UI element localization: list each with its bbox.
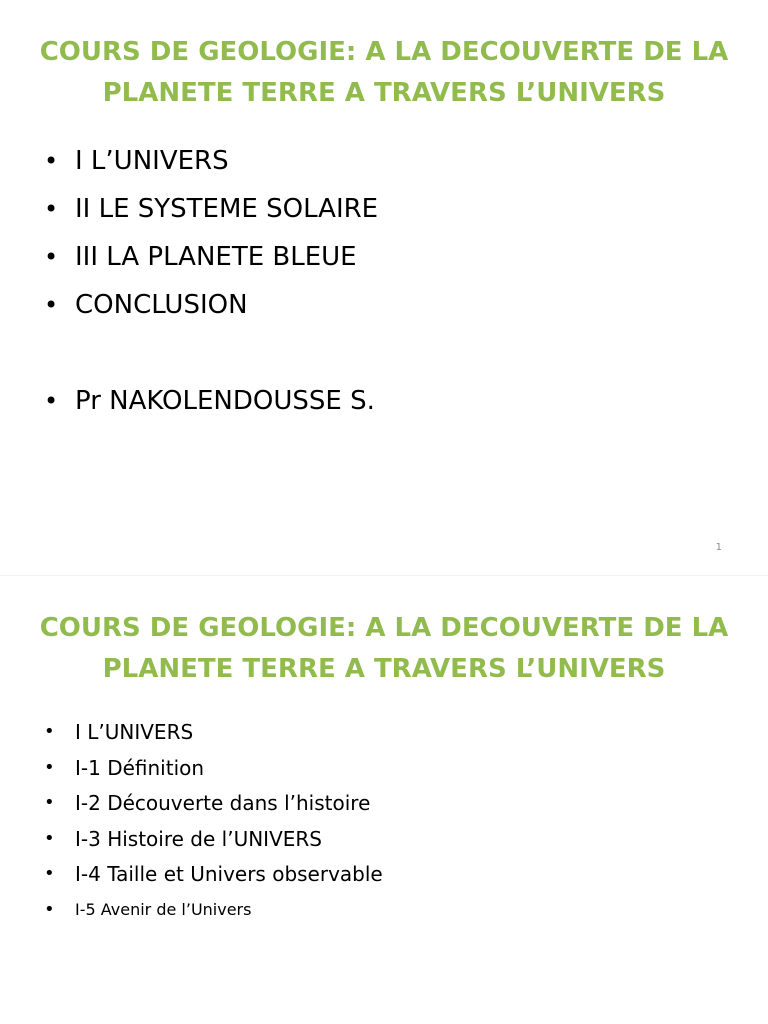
bullet-item — [40, 286, 378, 334]
bullet-text: I L’UNIVERS — [75, 720, 194, 744]
slide-2-bullet-list — [40, 717, 383, 931]
bullet-item — [40, 895, 383, 931]
bullet-dot-icon: • — [44, 721, 55, 742]
bullet-item — [40, 859, 383, 895]
bullet-dot-icon: • — [44, 756, 55, 778]
slide-2 — [0, 576, 768, 1024]
bullet-item — [40, 717, 383, 753]
bullet-text: I-5 Avenir de l’Univers — [75, 899, 252, 919]
bullet-dot-icon: • — [44, 195, 59, 223]
bullet-text: I-1 Définition — [75, 755, 205, 780]
slide-1-title-line-1: COURS DE GEOLOGIE: A LA DECOUVERTE DE LA — [39, 37, 729, 67]
bullet-text: III LA PLANETE BLEUE — [75, 242, 357, 272]
slide-1-title — [20, 32, 748, 114]
page-number: 1 — [715, 542, 722, 553]
slide-1-title-line-2: PLANETE TERRE A TRAVERS L’UNIVERS — [102, 78, 666, 108]
bullet-dot-icon: • — [44, 898, 55, 920]
bullet-dot-icon: • — [44, 827, 55, 849]
bullet-item — [40, 753, 383, 789]
bullet-text: I-4 Taille et Univers observable — [75, 862, 383, 887]
bullet-text: I-2 Découverte dans l’histoire — [75, 791, 371, 816]
bullet-dot-icon: • — [44, 387, 59, 415]
bullet-item — [40, 788, 383, 824]
bullet-text: I L’UNIVERS — [75, 146, 229, 176]
bullet-dot-icon: • — [44, 291, 59, 319]
slide-2-title-line-2: PLANETE TERRE A TRAVERS L’UNIVERS — [102, 654, 666, 684]
bullet-text: II LE SYSTEME SOLAIRE — [75, 194, 379, 224]
bullet-item — [40, 238, 378, 286]
bullet-dot-icon: • — [44, 147, 59, 175]
bullet-text: I-3 Histoire de l’UNIVERS — [75, 826, 322, 851]
bullet-dot-icon: • — [44, 243, 59, 271]
author-name: Pr NAKOLENDOUSSE S. — [75, 386, 375, 416]
bullet-text: CONCLUSION — [75, 290, 248, 320]
slide-1-bullet-list — [40, 142, 378, 430]
bullet-item — [40, 142, 378, 190]
slide-2-title-line-1: COURS DE GEOLOGIE: A LA DECOUVERTE DE LA — [39, 613, 729, 643]
bullet-item — [40, 824, 383, 860]
bullet-dot-icon: • — [44, 792, 55, 814]
bullet-item-author — [40, 382, 378, 430]
slide-2-title — [20, 608, 748, 690]
bullet-dot-icon: • — [44, 863, 55, 885]
bullet-item — [40, 190, 378, 238]
